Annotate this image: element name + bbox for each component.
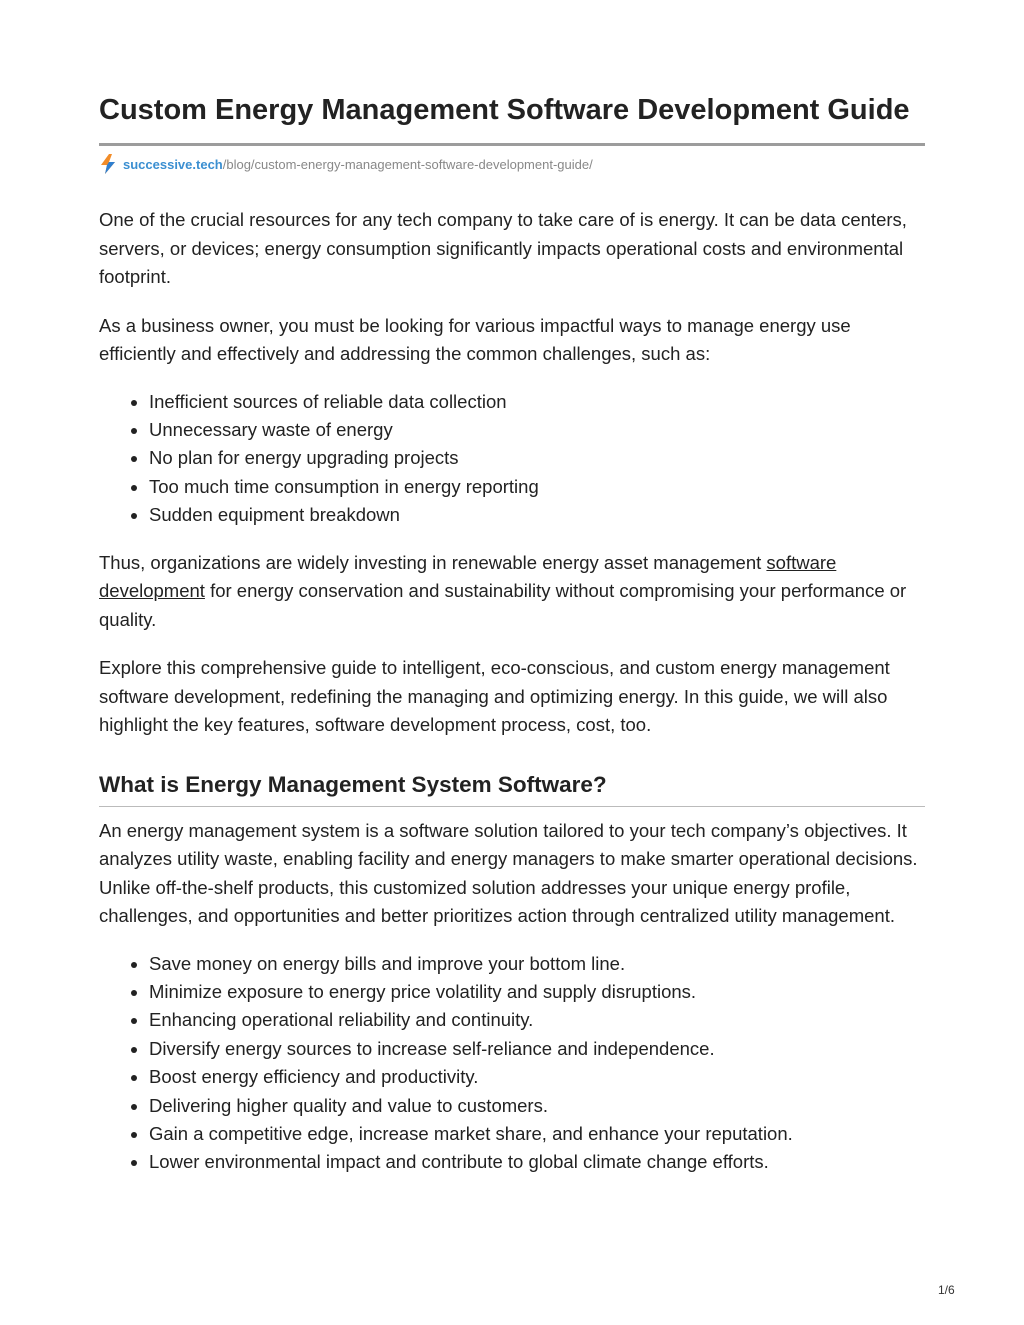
- list-item: Inefficient sources of reliable data collection: [149, 388, 925, 416]
- challenges-list: [99, 388, 925, 530]
- source-link[interactable]: [123, 157, 593, 172]
- thus-text-after: for energy conservation and sustainability without compromising your performance or quality.: [99, 580, 907, 630]
- intro-paragraph-2: As a business owner, you must be looking for various impactful ways to manage energy use efficiently and effectively and addressing the common challenges, such as:: [99, 314, 851, 364]
- successive-logo-icon: [99, 154, 117, 174]
- explore-paragraph: Explore this comprehensive guide to intelligent, eco-conscious, and custom energy management software development, redefining the managing and optimizing energy. In this guide, we will also highlight the key features, software development process, cost, too.: [99, 657, 890, 736]
- section-divider: [99, 806, 925, 807]
- title-divider: [99, 143, 925, 146]
- page-number: 1/6: [938, 1283, 955, 1297]
- list-item: Unnecessary waste of energy: [149, 416, 925, 444]
- section-paragraph: An energy management system is a software solution tailored to your tech company’s objectives. It analyzes utility waste, enabling facility and energy managers to make smarter operational decisions. Unlike off-the-shelf products, this customized solution addresses your unique energy profile, challenges, and opportunities and better prioritizes action through centralized utility management.: [99, 819, 918, 927]
- software-development-link[interactable]: software development: [99, 551, 837, 602]
- list-item: Save money on energy bills and improve your bottom line.: [149, 950, 925, 978]
- thus-text-before: Thus, organizations are widely investing in renewable energy asset management: [99, 551, 767, 573]
- list-item: No plan for energy upgrading projects: [149, 444, 925, 472]
- list-item: Diversify energy sources to increase self-reliance and independence.: [149, 1035, 925, 1063]
- benefits-list: [99, 950, 925, 1177]
- list-item: Too much time consumption in energy reporting: [149, 473, 925, 501]
- source-path: /blog/custom-energy-management-software-development-guide/: [222, 156, 593, 172]
- section-heading: What is Energy Management System Software?: [99, 771, 607, 797]
- list-item: Sudden equipment breakdown: [149, 501, 925, 529]
- article: [99, 92, 925, 1177]
- list-item: Enhancing operational reliability and continuity.: [149, 1006, 925, 1034]
- source-domain: successive.tech: [123, 156, 223, 172]
- list-item: Delivering higher quality and value to customers.: [149, 1092, 925, 1120]
- list-item: Boost energy efficiency and productivity.: [149, 1063, 925, 1091]
- source-line: [99, 151, 925, 177]
- thus-paragraph: [99, 549, 925, 635]
- list-item: Gain a competitive edge, increase market share, and enhance your reputation.: [149, 1120, 925, 1148]
- list-item: Minimize exposure to energy price volatility and supply disruptions.: [149, 978, 925, 1006]
- intro-paragraph-1: One of the crucial resources for any tech company to take care of is energy. It can be data centers, servers, or devices; energy consumption significantly impacts operational costs and environmental footprint.: [99, 209, 907, 287]
- page-title: Custom Energy Management Software Development Guide: [99, 94, 910, 126]
- list-item: Lower environmental impact and contribute to global climate change efforts.: [149, 1148, 925, 1176]
